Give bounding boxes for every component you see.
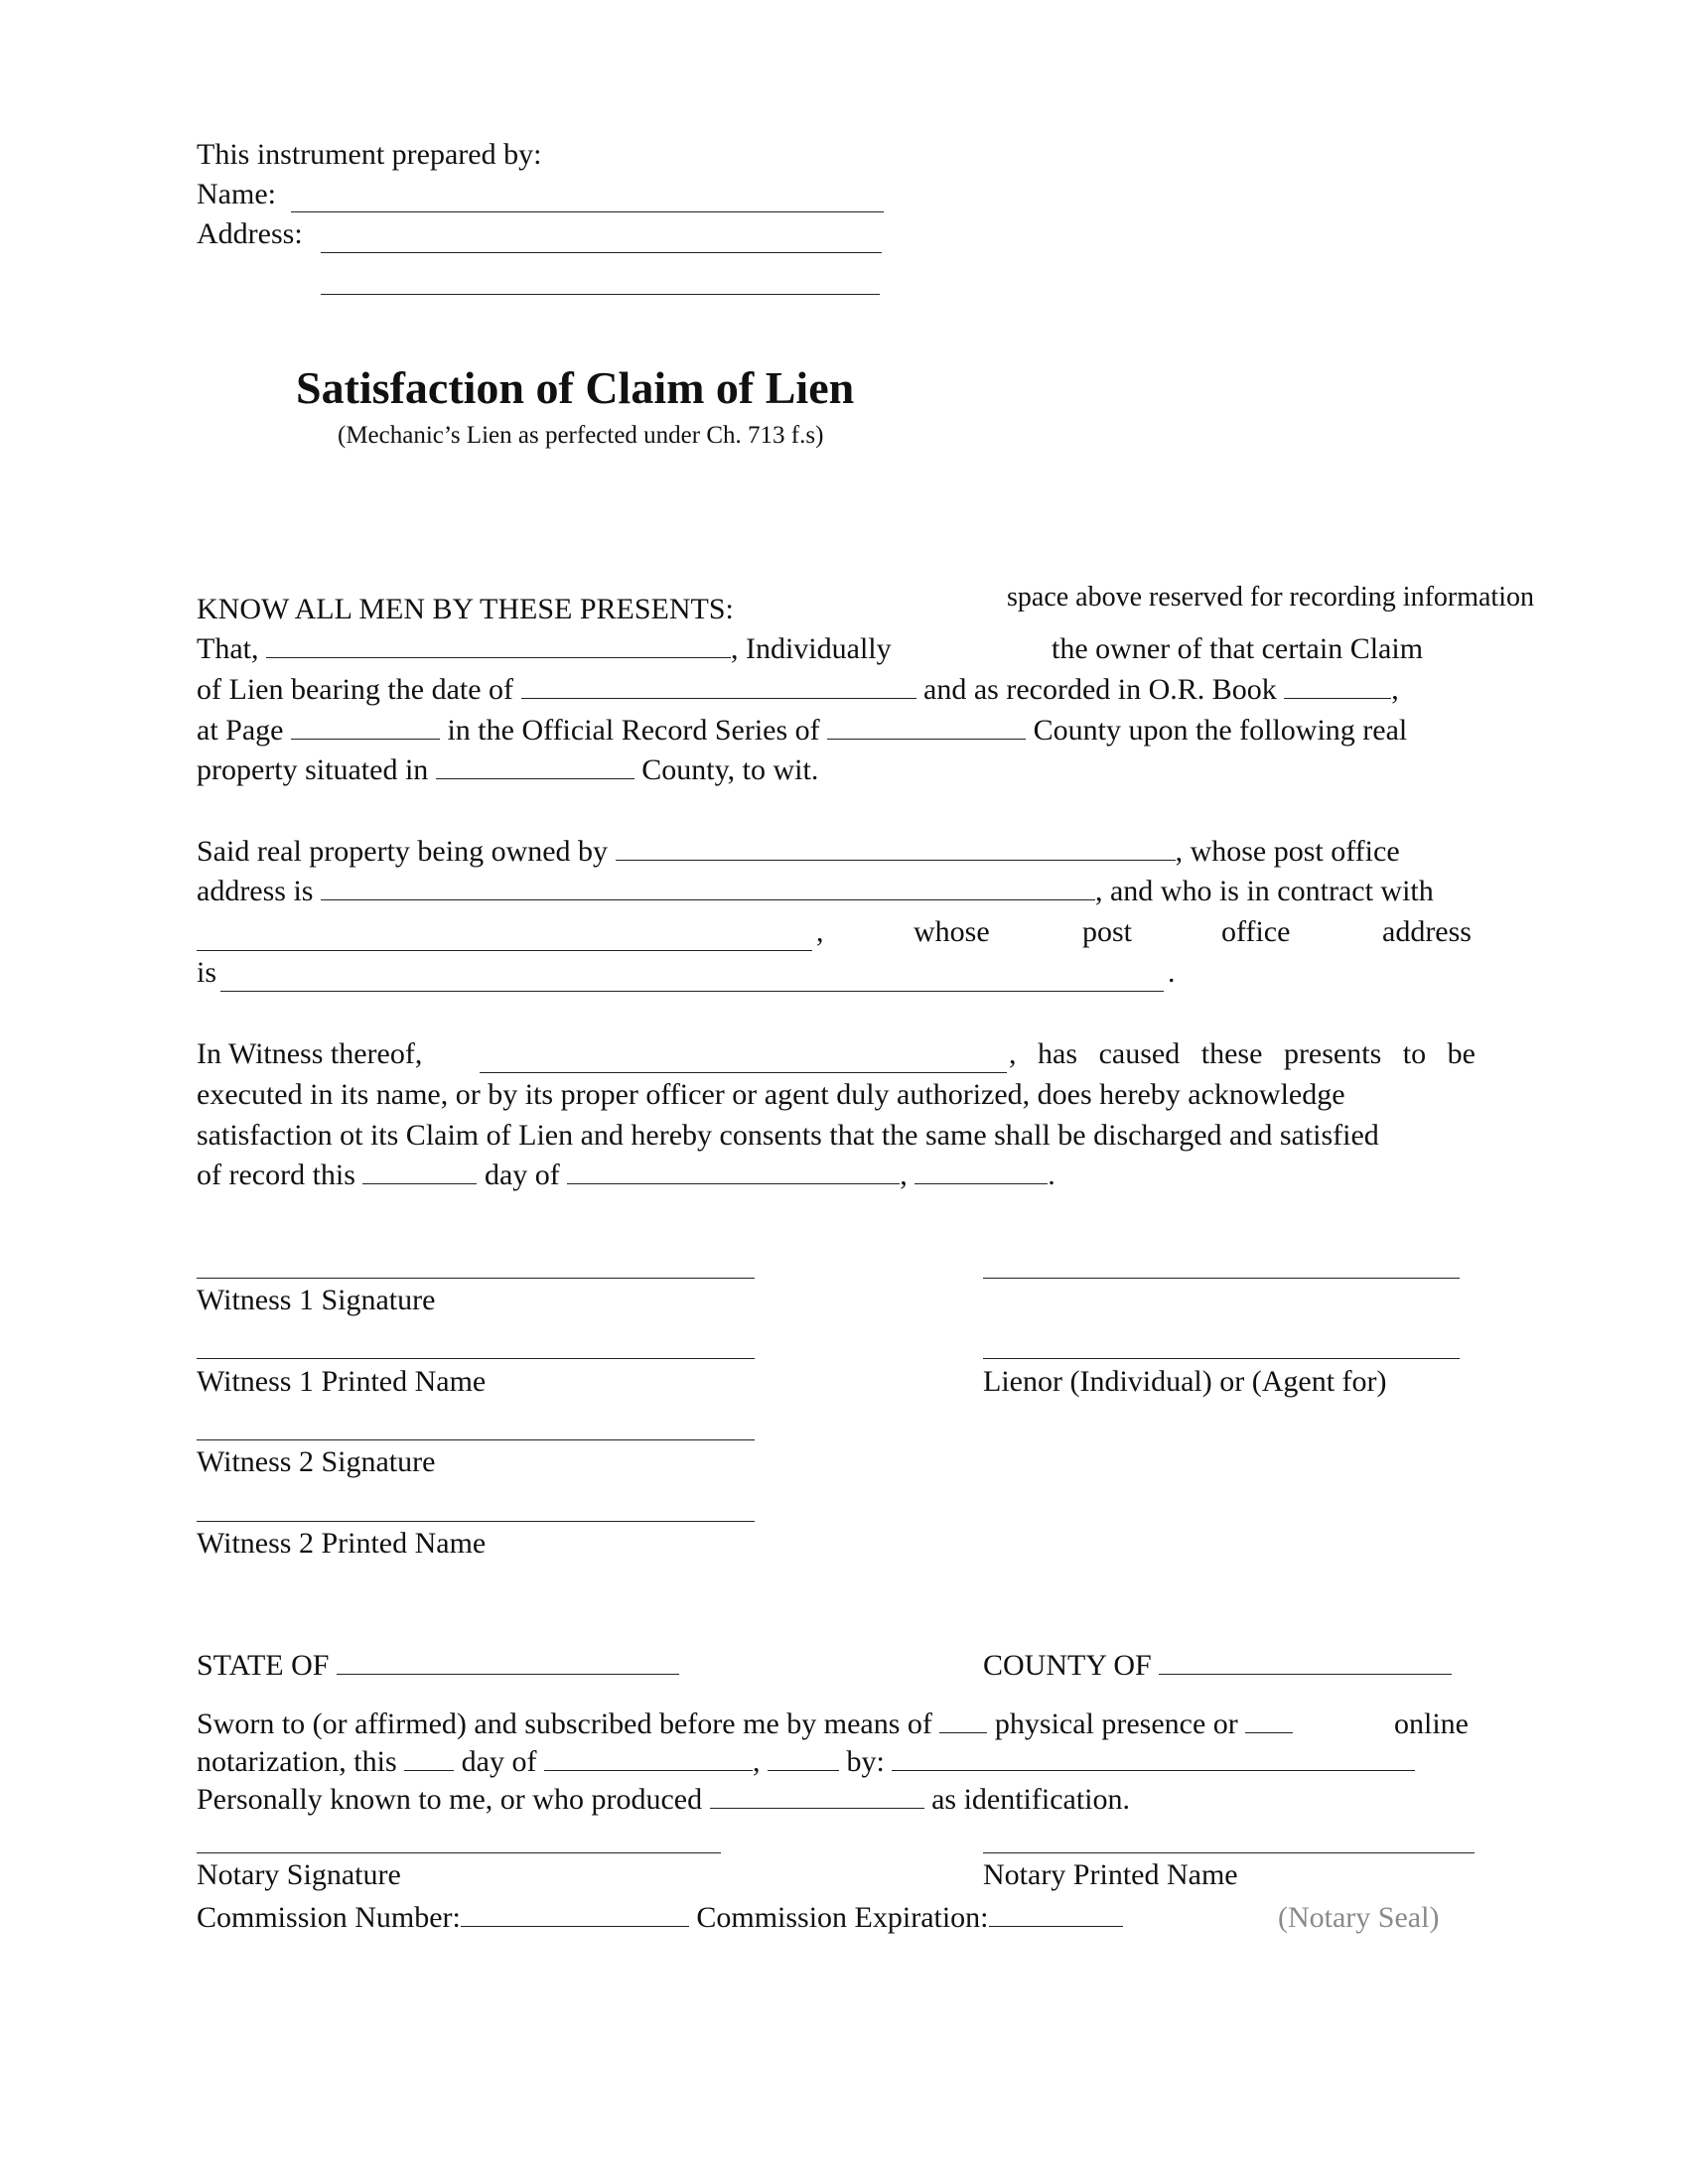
at-page-label: at Page (197, 714, 284, 747)
owner-claim-text: the owner of that certain Claim (1052, 632, 1424, 665)
line-personally (197, 1782, 1130, 1818)
know-all-heading: KNOW ALL MEN BY THESE PRESENTS: (197, 593, 734, 625)
or-book-field[interactable] (1284, 672, 1391, 699)
line-owned-by (197, 834, 1400, 870)
record-year-field[interactable] (914, 1158, 1048, 1184)
individually-label: , Individually (730, 632, 892, 665)
line-situated (197, 752, 818, 788)
commission-expiration-field[interactable] (989, 1900, 1123, 1927)
line-notarization (197, 1744, 1415, 1780)
satisfaction-text: satisfaction ot its Claim of Lien and hereby consents that the same shall be discharged and satisfied (197, 1119, 1379, 1152)
notary-printed-line[interactable] (983, 1852, 1475, 1853)
witness2-name-line[interactable] (197, 1521, 755, 1522)
document-subtitle: (Mechanic’s Lien as perfected under Ch. 713 f.s) (338, 422, 824, 449)
lien-date-field[interactable] (521, 672, 916, 699)
record-month-field[interactable] (567, 1158, 900, 1184)
document-title: Satisfaction of Claim of Lien (296, 362, 855, 413)
notary-by-field[interactable] (892, 1744, 1415, 1771)
notary-seal-label: (Notary Seal) (1278, 1901, 1440, 1934)
physical-presence-field[interactable] (939, 1706, 987, 1733)
lienor-label: Lienor (Individual) or (Agent for) (983, 1365, 1387, 1398)
day-of-label: day of (484, 1159, 560, 1191)
identification-field[interactable] (710, 1782, 924, 1809)
office-word: office (1221, 915, 1291, 948)
by-label: by: (846, 1745, 885, 1778)
lienor-name-line[interactable] (983, 1358, 1460, 1359)
address-label: Address: (197, 217, 303, 250)
notary-signature-label: Notary Signature (197, 1858, 401, 1891)
in-witness-label: In Witness thereof, (197, 1037, 423, 1070)
prepared-by-label: This instrument prepared by: (197, 138, 542, 171)
notary-signature-line[interactable] (197, 1852, 721, 1853)
comma-2: , (900, 1159, 908, 1191)
recording-note: space above reserved for recording information (1007, 582, 1534, 613)
address-is-label: address is (197, 875, 314, 907)
county-of-label: COUNTY OF (983, 1649, 1152, 1682)
state-of-label: STATE OF (197, 1649, 330, 1682)
notary-day-field[interactable] (404, 1744, 454, 1771)
witness1-signature-label: Witness 1 Signature (197, 1284, 436, 1316)
record-day-field[interactable] (362, 1158, 477, 1184)
property-county-field[interactable] (436, 752, 634, 779)
line-address-is (197, 874, 1434, 909)
claimant-name-field[interactable] (266, 631, 731, 658)
comma-contractor: , (816, 915, 824, 948)
that-label: That, (197, 632, 259, 665)
witness1-name-label: Witness 1 Printed Name (197, 1365, 487, 1398)
owned-by-label: Said real property being owned by (197, 835, 609, 868)
official-series-label: in the Official Record Series of (447, 714, 820, 747)
witness1-signature-line[interactable] (197, 1278, 755, 1279)
line-page (197, 713, 1407, 749)
lienor-signature-line[interactable] (983, 1278, 1460, 1279)
line-state-of (197, 1648, 679, 1684)
online-field[interactable] (1245, 1706, 1293, 1733)
identification-label: as identification. (931, 1783, 1131, 1816)
name-label: Name: (197, 178, 276, 210)
county-towit-label: County, to wit. (641, 753, 819, 786)
notary-month-field[interactable] (544, 1744, 753, 1771)
line-that (197, 631, 892, 667)
physical-label: physical presence or (994, 1707, 1238, 1740)
page-field[interactable] (291, 713, 440, 740)
caused-text: , has caused these presents to be (1009, 1037, 1476, 1070)
county-field[interactable] (1159, 1648, 1452, 1675)
witness2-signature-label: Witness 2 Signature (197, 1445, 436, 1478)
online-label: online (1394, 1707, 1469, 1740)
commission-expiration-label: Commission Expiration: (696, 1901, 989, 1934)
contractor-name-field[interactable] (197, 950, 812, 951)
whose-po-label: , whose post office (1175, 835, 1400, 868)
property-owner-field[interactable] (616, 834, 1176, 861)
record-county-field[interactable] (827, 713, 1026, 740)
commission-number-field[interactable] (461, 1900, 689, 1927)
notary-year-field[interactable] (768, 1744, 839, 1771)
owner-address-field[interactable] (321, 874, 1095, 900)
period-2: . (1048, 1159, 1055, 1191)
situated-label: property situated in (197, 753, 429, 786)
line-lien-date (197, 672, 1399, 708)
post-word: post (1082, 915, 1133, 948)
period: . (1168, 956, 1176, 989)
notary-day-of-label: day of (461, 1745, 537, 1778)
of-record-label: of record this (197, 1159, 355, 1191)
notarization-label: notarization, this (197, 1745, 397, 1778)
line-sworn (197, 1706, 1293, 1742)
notary-printed-label: Notary Printed Name (983, 1858, 1238, 1891)
personally-label: Personally known to me, or who produced (197, 1783, 703, 1816)
name-field[interactable] (291, 211, 884, 212)
line-commission (197, 1900, 1123, 1936)
witness-party-field[interactable] (480, 1072, 1007, 1073)
comma-3: , (752, 1745, 761, 1778)
contractor-address-field[interactable] (220, 991, 1164, 992)
recorded-book-label: and as recorded in O.R. Book (923, 673, 1277, 706)
county-upon-label: County upon the following real (1033, 714, 1408, 747)
comma: , (1391, 673, 1399, 706)
witness1-name-line[interactable] (197, 1358, 755, 1359)
line-of-record (197, 1158, 1055, 1193)
whose-word: whose (914, 915, 990, 948)
sworn-label: Sworn to (or affirmed) and subscribed before me by means of (197, 1707, 932, 1740)
address-word: address (1382, 915, 1472, 948)
witness2-signature-line[interactable] (197, 1439, 755, 1440)
lien-date-label: of Lien bearing the date of (197, 673, 514, 706)
witness2-name-label: Witness 2 Printed Name (197, 1527, 487, 1560)
commission-number-label: Commission Number: (197, 1901, 461, 1934)
state-field[interactable] (337, 1648, 679, 1675)
is-label: is (197, 956, 217, 989)
address-field-1[interactable] (321, 252, 882, 253)
line-county-of (983, 1648, 1452, 1684)
executed-text: executed in its name, or by its proper officer or agent duly authorized, does hereby acknowledge (197, 1078, 1345, 1111)
contract-with-label: , and who is in contract with (1094, 875, 1434, 907)
address-field-2[interactable] (321, 294, 880, 295)
